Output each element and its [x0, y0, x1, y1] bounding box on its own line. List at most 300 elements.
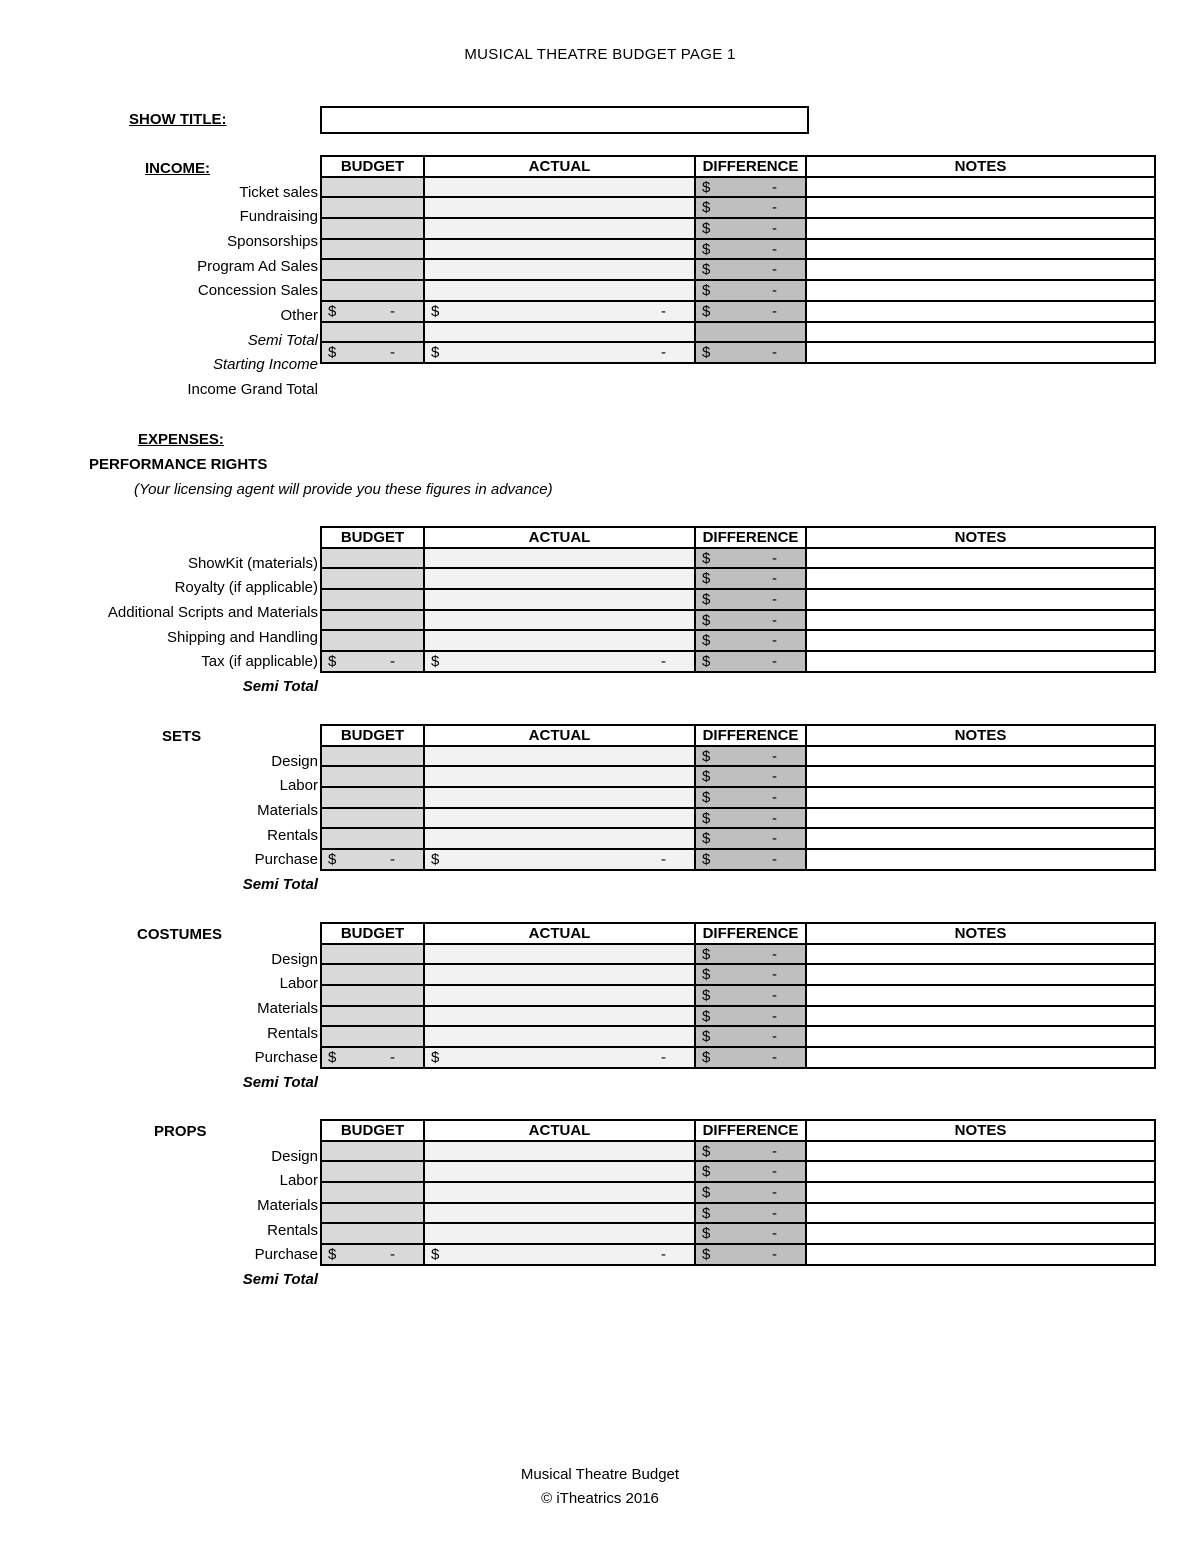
- difference-cell: [695, 651, 806, 672]
- currency-symbol: $: [431, 850, 440, 868]
- difference-cell: [695, 177, 806, 198]
- table-row: [321, 239, 1155, 260]
- table-row: [321, 766, 1155, 787]
- zero-value: -: [772, 986, 777, 1004]
- notes-cell[interactable]: [806, 944, 1155, 965]
- zero-value: -: [772, 590, 777, 608]
- difference-cell: $ -: [695, 342, 806, 363]
- expense-row-label: Design: [271, 950, 318, 968]
- budget-cell[interactable]: [321, 1203, 424, 1224]
- difference-cell: [695, 1006, 806, 1027]
- budget-cell[interactable]: $ -: [321, 301, 424, 322]
- difference-cell: [695, 1244, 806, 1265]
- budget-cell[interactable]: [321, 630, 424, 651]
- difference-cell: [695, 1047, 806, 1068]
- props-table: [320, 1119, 1156, 1266]
- actual-cell[interactable]: [424, 259, 695, 280]
- table-row: [321, 828, 1155, 849]
- header-notes: NOTES: [806, 923, 1155, 944]
- header-notes: NOTES: [806, 156, 1155, 177]
- table-row: [321, 787, 1155, 808]
- semi-total-label: Semi Total: [242, 677, 318, 695]
- table-row: [321, 177, 1155, 198]
- actual-cell[interactable]: [424, 610, 695, 631]
- zero-value: -: [661, 850, 666, 868]
- notes-cell[interactable]: [806, 1006, 1155, 1027]
- notes-cell[interactable]: [806, 610, 1155, 631]
- header-actual: ACTUAL: [424, 527, 695, 548]
- budget-cell[interactable]: [321, 1182, 424, 1203]
- currency-symbol: $: [702, 768, 711, 786]
- difference-cell: [695, 828, 806, 849]
- currency-symbol: $: [431, 1245, 440, 1263]
- table-row: [321, 548, 1155, 569]
- header-difference: DIFFERENCE: [695, 1120, 806, 1141]
- semi-total-label: Semi Total: [242, 1270, 318, 1288]
- currency-symbol: $: [328, 1048, 337, 1066]
- table-row: [321, 589, 1155, 610]
- currency-symbol: $: [328, 652, 337, 670]
- difference-cell: [695, 1141, 806, 1162]
- performance-rights-note: (Your licensing agent will provide you these figures in advance): [134, 481, 553, 498]
- zero-value: -: [772, 1225, 777, 1243]
- actual-cell[interactable]: [424, 218, 695, 239]
- zero-value: -: [772, 850, 777, 868]
- notes-cell[interactable]: [806, 808, 1155, 829]
- budget-cell[interactable]: [321, 610, 424, 631]
- actual-cell[interactable]: [424, 1141, 695, 1162]
- difference-cell: [695, 197, 806, 218]
- show-title-label: SHOW TITLE:: [129, 111, 227, 128]
- budget-cell[interactable]: $ -: [321, 342, 424, 363]
- difference-cell: [695, 1161, 806, 1182]
- actual-cell[interactable]: [424, 239, 695, 260]
- notes-cell[interactable]: [806, 1223, 1155, 1244]
- currency-symbol: $: [702, 1183, 711, 1201]
- budget-cell[interactable]: [321, 548, 424, 569]
- costumes-section-label: COSTUMES: [137, 926, 223, 943]
- table-row: [321, 197, 1155, 218]
- table-row-semi-total: [321, 849, 1155, 870]
- header-budget: BUDGET: [321, 156, 424, 177]
- actual-cell[interactable]: [424, 630, 695, 651]
- currency-symbol: $: [702, 1204, 711, 1222]
- actual-cell[interactable]: [424, 808, 695, 829]
- sets-table: [320, 724, 1156, 871]
- expense-row-label: Materials: [257, 999, 318, 1017]
- actual-cell[interactable]: [424, 1047, 695, 1068]
- performance-rights-table: [320, 526, 1156, 673]
- actual-cell[interactable]: $ -: [424, 301, 695, 322]
- difference-cell: [695, 944, 806, 965]
- currency-symbol: $: [702, 1142, 711, 1160]
- currency-symbol: $: [702, 570, 711, 588]
- budget-cell[interactable]: [321, 239, 424, 260]
- budget-cell[interactable]: [321, 1047, 424, 1068]
- zero-value: -: [772, 1142, 777, 1160]
- difference-cell: [695, 610, 806, 631]
- actual-cell[interactable]: [424, 280, 695, 301]
- actual-cell[interactable]: [424, 1182, 695, 1203]
- table-row: [321, 610, 1155, 631]
- expense-row-label: Additional Scripts and Materials: [107, 603, 318, 621]
- table-header-row: [321, 527, 1155, 548]
- budget-cell[interactable]: [321, 568, 424, 589]
- difference-cell: [695, 1203, 806, 1224]
- budget-cell[interactable]: [321, 849, 424, 870]
- difference-cell: [695, 630, 806, 651]
- budget-cell[interactable]: [321, 766, 424, 787]
- table-row: [321, 1203, 1155, 1224]
- actual-cell[interactable]: [424, 1026, 695, 1047]
- budget-cell[interactable]: [321, 808, 424, 829]
- table-row-grand-total: [321, 342, 1155, 363]
- table-row: [321, 280, 1155, 301]
- currency-symbol: $: [328, 1245, 337, 1263]
- budget-cell[interactable]: [321, 828, 424, 849]
- actual-cell[interactable]: [424, 746, 695, 767]
- actual-cell[interactable]: [424, 177, 695, 198]
- income-semi-total-label: Semi Total: [247, 331, 318, 349]
- expense-row-label: ShowKit (materials): [187, 554, 318, 572]
- expense-row-label: Shipping and Handling: [167, 628, 318, 646]
- notes-cell[interactable]: [806, 322, 1155, 343]
- semi-total-label: Semi Total: [242, 1073, 318, 1091]
- header-difference: DIFFERENCE: [695, 527, 806, 548]
- currency-symbol: $: [431, 1048, 440, 1066]
- notes-cell[interactable]: [806, 849, 1155, 870]
- income-row-label: Ticket sales: [239, 183, 318, 201]
- page-title: MUSICAL THEATRE BUDGET PAGE 1: [464, 46, 736, 63]
- zero-value: -: [772, 1245, 777, 1263]
- budget-cell[interactable]: [321, 1244, 424, 1265]
- difference-cell: [695, 985, 806, 1006]
- actual-cell[interactable]: [424, 828, 695, 849]
- budget-cell[interactable]: [321, 218, 424, 239]
- budget-cell[interactable]: [321, 589, 424, 610]
- header-difference: DIFFERENCE: [695, 725, 806, 746]
- currency-symbol: $: [702, 261, 711, 279]
- table-row-semi-total: [321, 1244, 1155, 1265]
- zero-value: -: [390, 850, 395, 868]
- notes-cell[interactable]: [806, 342, 1155, 363]
- difference-cell: [695, 239, 806, 260]
- header-actual: ACTUAL: [424, 923, 695, 944]
- difference-cell: [695, 1182, 806, 1203]
- expense-row-label: Purchase: [254, 851, 318, 869]
- zero-value: -: [772, 768, 777, 786]
- props-row-labels: [243, 1145, 318, 1293]
- starting-income-label: Starting Income: [212, 356, 318, 374]
- performance-rights-row-labels: [108, 552, 318, 700]
- income-row-label: Sponsorships: [227, 232, 318, 250]
- expense-row-label: Rentals: [267, 1221, 318, 1239]
- income-table: [320, 155, 1156, 364]
- zero-value: -: [772, 945, 777, 963]
- header-budget: BUDGET: [321, 725, 424, 746]
- zero-value: -: [772, 549, 777, 567]
- performance-rights-label: PERFORMANCE RIGHTS: [89, 456, 268, 473]
- difference-cell: [695, 589, 806, 610]
- budget-cell[interactable]: [321, 280, 424, 301]
- expense-row-label: Royalty (if applicable): [174, 579, 318, 597]
- budget-cell[interactable]: [321, 1223, 424, 1244]
- currency-symbol: $: [702, 219, 711, 237]
- notes-cell[interactable]: [806, 280, 1155, 301]
- table-row: [321, 630, 1155, 651]
- actual-cell[interactable]: [424, 197, 695, 218]
- footer: [0, 1463, 1200, 1511]
- actual-cell[interactable]: [424, 1203, 695, 1224]
- table-row: [321, 964, 1155, 985]
- header-actual: ACTUAL: [424, 725, 695, 746]
- currency-symbol: $: [702, 1007, 711, 1025]
- income-row-label: Program Ad Sales: [197, 257, 318, 275]
- notes-cell[interactable]: [806, 1161, 1155, 1182]
- footer-line-1: Musical Theatre Budget: [520, 1466, 680, 1483]
- budget-cell[interactable]: [321, 1006, 424, 1027]
- notes-cell[interactable]: [806, 239, 1155, 260]
- zero-value: -: [772, 1204, 777, 1222]
- table-row: [321, 1182, 1155, 1203]
- income-row-label: Other: [280, 306, 318, 324]
- budget-cell[interactable]: [321, 964, 424, 985]
- expense-row-label: Design: [271, 752, 318, 770]
- header-difference: DIFFERENCE: [695, 156, 806, 177]
- budget-cell[interactable]: [321, 197, 424, 218]
- notes-cell[interactable]: [806, 630, 1155, 651]
- currency-symbol: $: [702, 945, 711, 963]
- notes-cell[interactable]: [806, 1141, 1155, 1162]
- expense-row-label: Purchase: [254, 1049, 318, 1067]
- zero-value: -: [772, 240, 777, 258]
- semi-total-label: Semi Total: [242, 875, 318, 893]
- budget-cell[interactable]: [321, 322, 424, 343]
- actual-cell[interactable]: [424, 964, 695, 985]
- zero-value: -: [390, 1245, 395, 1263]
- table-row-semi-total: [321, 1047, 1155, 1068]
- expense-row-label: Design: [271, 1147, 318, 1165]
- zero-value: -: [772, 199, 777, 217]
- budget-cell[interactable]: [321, 746, 424, 767]
- sets-row-labels: [243, 750, 318, 898]
- table-row-starting-income: [321, 322, 1155, 343]
- table-row: [321, 985, 1155, 1006]
- difference-cell: [695, 787, 806, 808]
- actual-cell[interactable]: [424, 1006, 695, 1027]
- currency-symbol: $: [328, 850, 337, 868]
- budget-cell[interactable]: [321, 651, 424, 672]
- header-actual: ACTUAL: [424, 1120, 695, 1141]
- budget-cell[interactable]: [321, 1026, 424, 1047]
- currency-symbol: $: [702, 549, 711, 567]
- actual-cell[interactable]: [424, 589, 695, 610]
- budget-cell[interactable]: [321, 985, 424, 1006]
- zero-value: -: [772, 1163, 777, 1181]
- currency-symbol: $: [702, 1163, 711, 1181]
- notes-cell[interactable]: [806, 218, 1155, 239]
- difference-cell: [695, 1223, 806, 1244]
- zero-value: -: [772, 570, 777, 588]
- expense-row-label: Rentals: [267, 1024, 318, 1042]
- expense-row-label: Purchase: [254, 1246, 318, 1264]
- budget-cell[interactable]: [321, 1141, 424, 1162]
- actual-cell[interactable]: $ -: [424, 342, 695, 363]
- header-budget: BUDGET: [321, 1120, 424, 1141]
- table-row: [321, 1026, 1155, 1047]
- budget-cell[interactable]: [321, 787, 424, 808]
- income-grand-total-label: Income Grand Total: [187, 381, 318, 398]
- actual-cell[interactable]: [424, 322, 695, 343]
- expense-row-label: Tax (if applicable): [201, 653, 318, 671]
- notes-cell[interactable]: [806, 651, 1155, 672]
- costumes-table: [320, 922, 1156, 1069]
- notes-cell[interactable]: [806, 1182, 1155, 1203]
- header-difference: DIFFERENCE: [695, 923, 806, 944]
- difference-cell: [695, 322, 806, 343]
- currency-symbol: $: [702, 240, 711, 258]
- props-section-label: PROPS: [154, 1123, 207, 1140]
- expense-row-label: Rentals: [267, 826, 318, 844]
- actual-cell[interactable]: [424, 766, 695, 787]
- currency-symbol: $: [702, 986, 711, 1004]
- zero-value: -: [772, 1007, 777, 1025]
- sets-section-label: SETS: [162, 728, 202, 745]
- notes-cell[interactable]: [806, 197, 1155, 218]
- notes-cell[interactable]: [806, 1026, 1155, 1047]
- currency-symbol: $: [702, 966, 711, 984]
- notes-cell[interactable]: [806, 1203, 1155, 1224]
- table-header-row: [321, 725, 1155, 746]
- currency-symbol: $: [702, 590, 711, 608]
- actual-cell[interactable]: [424, 1161, 695, 1182]
- notes-cell[interactable]: [806, 177, 1155, 198]
- currency-symbol: $: [702, 1225, 711, 1243]
- table-row: [321, 1161, 1155, 1182]
- zero-value: -: [772, 1028, 777, 1046]
- expense-row-label: Labor: [279, 777, 318, 795]
- budget-cell[interactable]: [321, 1161, 424, 1182]
- currency-symbol: $: [702, 199, 711, 217]
- header-budget: BUDGET: [321, 527, 424, 548]
- table-header-row: [321, 1120, 1155, 1141]
- table-row: [321, 568, 1155, 589]
- notes-cell[interactable]: [806, 301, 1155, 322]
- currency-symbol: $: [702, 850, 711, 868]
- expense-row-label: Labor: [279, 1172, 318, 1190]
- difference-cell: [695, 259, 806, 280]
- notes-cell[interactable]: [806, 766, 1155, 787]
- zero-value: -: [772, 652, 777, 670]
- expense-row-label: Labor: [279, 975, 318, 993]
- header-actual: ACTUAL: [424, 156, 695, 177]
- difference-cell: [695, 746, 806, 767]
- actual-cell[interactable]: [424, 1244, 695, 1265]
- notes-cell[interactable]: [806, 259, 1155, 280]
- table-row: [321, 1006, 1155, 1027]
- notes-cell[interactable]: [806, 964, 1155, 985]
- budget-cell[interactable]: [321, 259, 424, 280]
- actual-cell[interactable]: [424, 985, 695, 1006]
- zero-value: -: [772, 611, 777, 629]
- zero-value: -: [661, 1048, 666, 1066]
- table-row-semi-total: [321, 651, 1155, 672]
- budget-cell[interactable]: [321, 177, 424, 198]
- zero-value: -: [390, 652, 395, 670]
- actual-cell[interactable]: [424, 548, 695, 569]
- notes-cell[interactable]: [806, 985, 1155, 1006]
- notes-cell[interactable]: [806, 1244, 1155, 1265]
- income-row-label: Fundraising: [239, 208, 318, 226]
- income-row-label: Concession Sales: [197, 282, 318, 300]
- notes-cell[interactable]: [806, 828, 1155, 849]
- currency-symbol: $: [702, 1048, 711, 1066]
- zero-value: -: [661, 1245, 666, 1263]
- income-row-labels: [187, 181, 318, 403]
- footer-line-2: © iTheatrics 2016: [541, 1490, 659, 1507]
- actual-cell[interactable]: [424, 944, 695, 965]
- notes-cell[interactable]: [806, 787, 1155, 808]
- currency-symbol: $: [702, 632, 711, 650]
- currency-symbol: $: [702, 830, 711, 848]
- notes-cell[interactable]: [806, 589, 1155, 610]
- table-row: [321, 218, 1155, 239]
- actual-cell[interactable]: [424, 651, 695, 672]
- actual-cell[interactable]: [424, 849, 695, 870]
- zero-value: -: [772, 830, 777, 848]
- table-row-semi-total: [321, 301, 1155, 322]
- zero-value: -: [661, 652, 666, 670]
- table-row: [321, 944, 1155, 965]
- table-row: [321, 808, 1155, 829]
- zero-value: -: [772, 1048, 777, 1066]
- income-section-label: INCOME:: [145, 160, 210, 177]
- difference-cell: [695, 808, 806, 829]
- currency-symbol: $: [702, 611, 711, 629]
- zero-value: -: [772, 178, 777, 196]
- currency-symbol: $: [702, 1245, 711, 1263]
- zero-value: -: [772, 281, 777, 299]
- difference-cell: $ -: [695, 301, 806, 322]
- table-row: [321, 1223, 1155, 1244]
- costumes-row-labels: [243, 948, 318, 1096]
- expense-row-label: Materials: [257, 801, 318, 819]
- currency-symbol: $: [702, 178, 711, 196]
- notes-cell[interactable]: [806, 746, 1155, 767]
- header-notes: NOTES: [806, 725, 1155, 746]
- table-header-row: [321, 923, 1155, 944]
- currency-symbol: $: [431, 652, 440, 670]
- difference-cell: [695, 849, 806, 870]
- budget-cell[interactable]: [321, 944, 424, 965]
- currency-symbol: $: [702, 747, 711, 765]
- notes-cell[interactable]: [806, 548, 1155, 569]
- notes-cell[interactable]: [806, 1047, 1155, 1068]
- actual-cell[interactable]: [424, 1223, 695, 1244]
- difference-cell: [695, 218, 806, 239]
- header-notes: NOTES: [806, 527, 1155, 548]
- table-row: [321, 746, 1155, 767]
- zero-value: -: [772, 1183, 777, 1201]
- show-title-input[interactable]: [320, 106, 809, 134]
- difference-cell: [695, 568, 806, 589]
- actual-cell[interactable]: [424, 787, 695, 808]
- zero-value: -: [772, 788, 777, 806]
- table-row: [321, 259, 1155, 280]
- notes-cell[interactable]: [806, 568, 1155, 589]
- zero-value: -: [772, 632, 777, 650]
- actual-cell[interactable]: [424, 568, 695, 589]
